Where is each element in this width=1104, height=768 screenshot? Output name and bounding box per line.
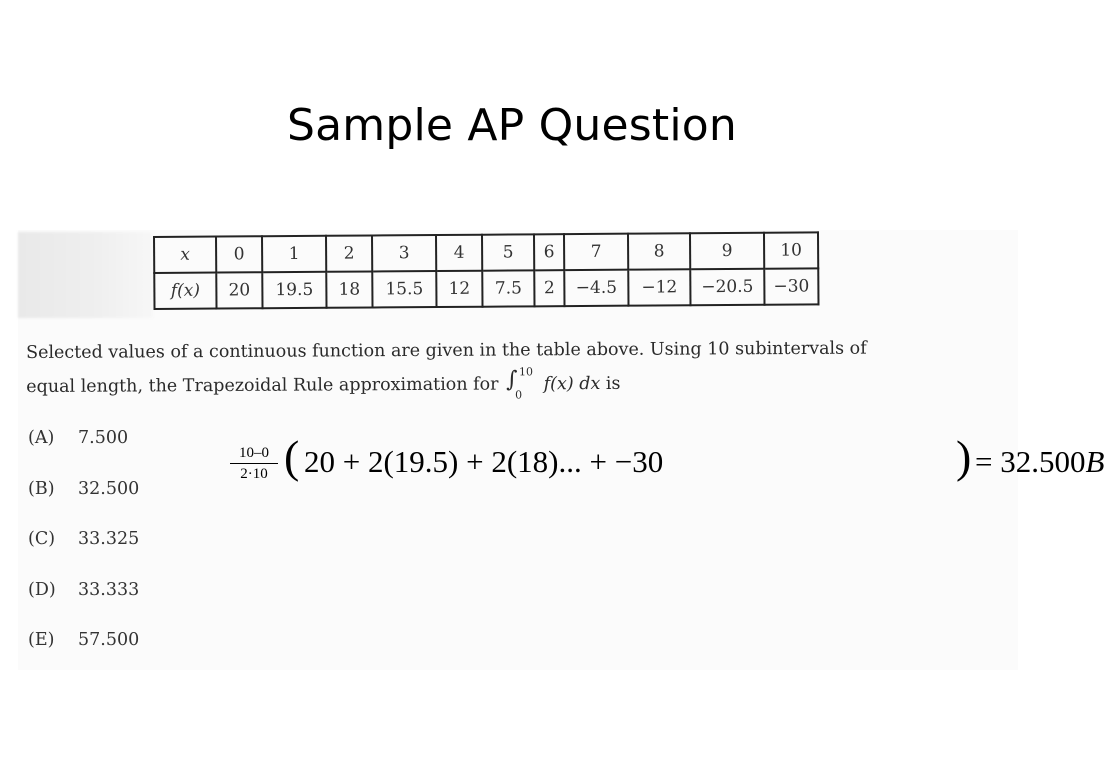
slide-title: Sample AP Question (287, 100, 737, 151)
choice-value: 57.500 (78, 630, 140, 650)
table-cell: 9 (690, 233, 764, 270)
table-cell: 7.5 (482, 270, 534, 306)
table-cell: 5 (482, 234, 534, 270)
trapezoid-expression: 20 + 2(19.5) + 2(18)... + −30 (304, 444, 664, 479)
integral-sign: ∫ (506, 367, 518, 393)
choice-value: 32.500 (78, 478, 140, 499)
integrand: f(x) dx (543, 373, 601, 395)
close-paren: ) (956, 431, 972, 482)
integral-upper-limit: 10 (519, 365, 534, 379)
answer-letter: B (1085, 444, 1104, 479)
choice-letter: (A) (28, 428, 55, 448)
choice-value: 33.333 (78, 579, 140, 600)
fraction-bar (230, 463, 278, 464)
table-row-fx (154, 268, 818, 309)
table-cell: −20.5 (690, 269, 764, 306)
values-table-container (153, 231, 820, 310)
choice-letter: (D) (28, 579, 56, 600)
choice-c (28, 529, 139, 580)
choice-letter: (B) (28, 478, 55, 499)
table-cell: 15.5 (372, 271, 436, 307)
question-line-2 (26, 365, 986, 404)
integral-lower-limit: 0 (515, 388, 523, 402)
scan-shadow (18, 232, 153, 318)
choice-b (28, 479, 139, 530)
table-cell: 3 (372, 235, 436, 271)
table-cell: −12 (628, 269, 690, 305)
fraction-denominator: 2·10 (240, 466, 268, 482)
table-cell: 12 (436, 271, 482, 307)
choice-letter: (E) (28, 630, 55, 650)
table-cell: 19.5 (262, 272, 326, 308)
table-header-fx: f(x) (154, 273, 216, 309)
table-cell: −30 (764, 268, 818, 304)
choice-letter: (C) (28, 529, 56, 549)
open-paren: ( (284, 431, 300, 482)
table-cell: 0 (216, 236, 262, 272)
table-cell: −4.5 (564, 270, 628, 306)
table-header-x: x (154, 237, 216, 273)
table-cell: 8 (628, 233, 690, 269)
table-cell: 2 (534, 270, 564, 306)
question-prompt (26, 331, 986, 404)
choice-value: 7.500 (78, 428, 129, 448)
table-row-x (154, 232, 818, 273)
values-table (153, 231, 820, 310)
table-cell: 18 (326, 271, 372, 307)
choice-value: 33.325 (78, 529, 140, 549)
answer-choices (28, 428, 139, 681)
table-cell: 2 (326, 235, 372, 271)
choice-e (28, 630, 139, 681)
fraction (228, 444, 280, 483)
table-cell: 4 (436, 235, 482, 271)
choice-a (28, 428, 139, 479)
result-value: = 32.500 (975, 444, 1086, 479)
question-line-1: Selected values of a continuous function are given in the table above. Using 10 subintervals of (26, 338, 867, 363)
fraction-numerator: 10–0 (239, 445, 269, 461)
question-line-2-end: is (605, 373, 621, 394)
table-cell: 6 (534, 234, 564, 270)
table-cell: 10 (764, 232, 818, 268)
question-line-2-start: equal length, the Trapezoidal Rule approximation for (26, 374, 499, 397)
integral-symbol (504, 365, 538, 402)
table-cell: 1 (262, 236, 326, 272)
choice-d (28, 580, 139, 631)
table-cell: 20 (216, 272, 262, 308)
table-cell: 7 (564, 234, 628, 270)
solution-result (975, 445, 1104, 479)
